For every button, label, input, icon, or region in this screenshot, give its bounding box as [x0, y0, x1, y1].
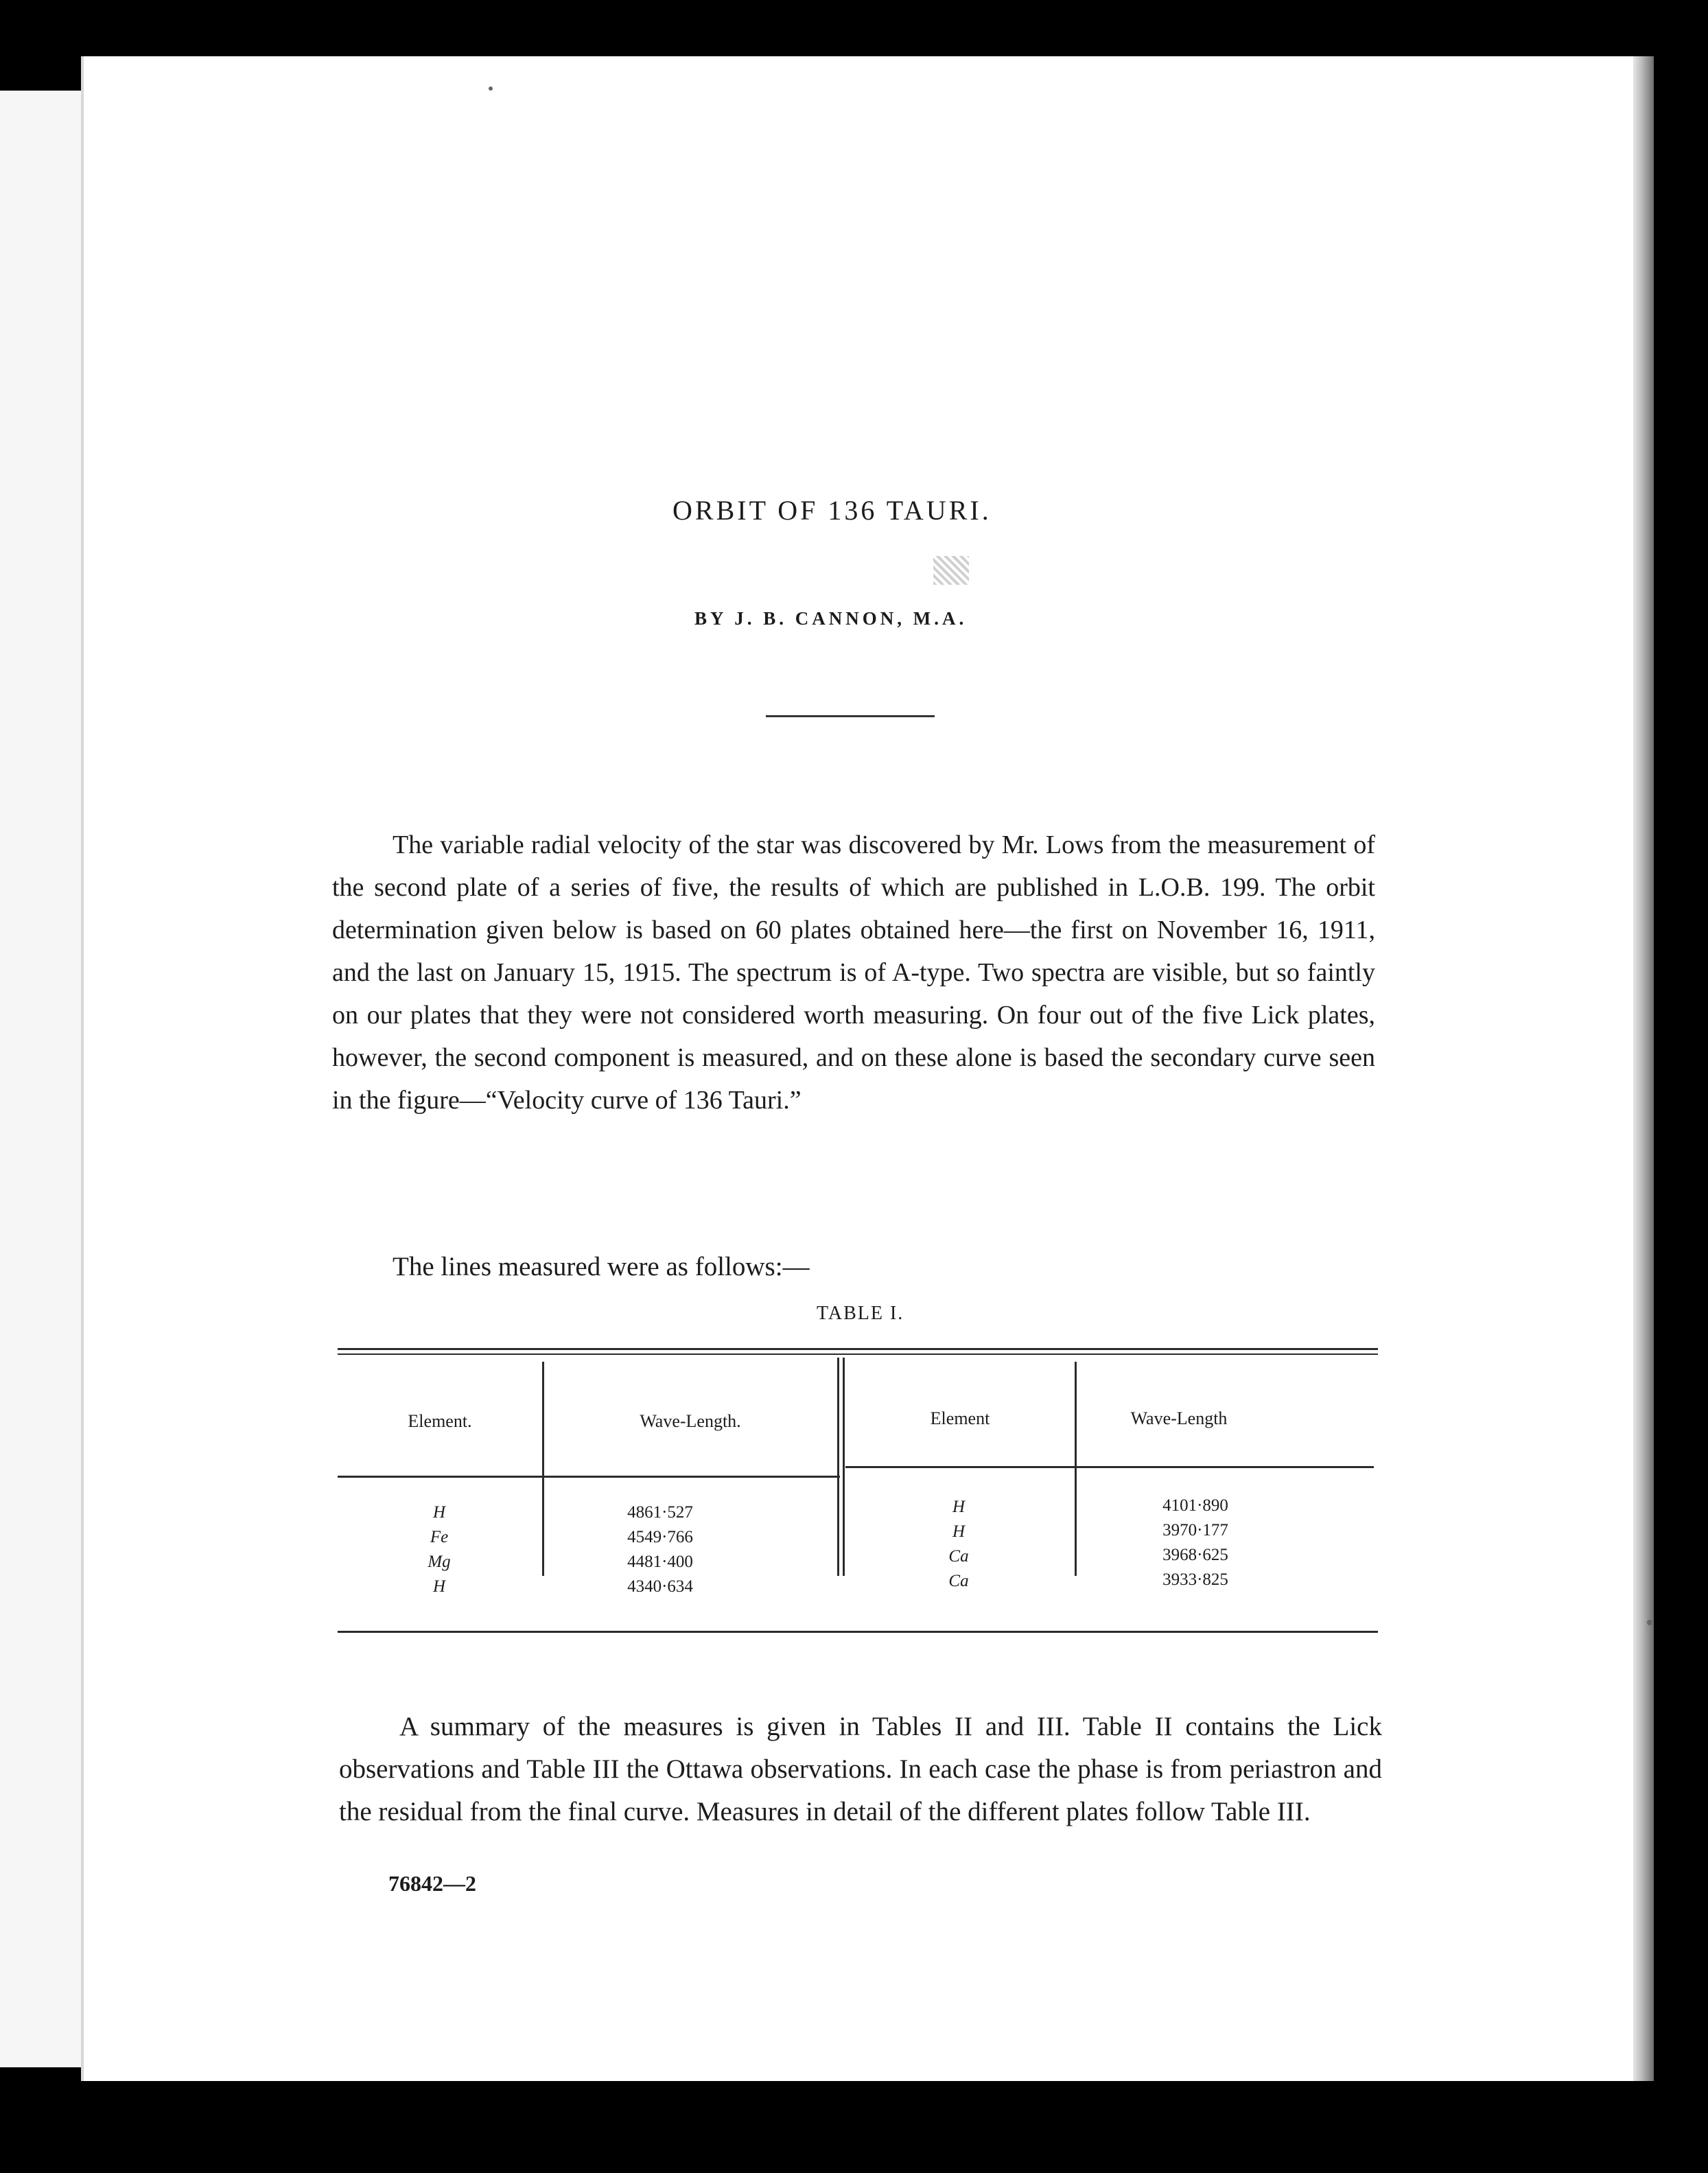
print-signature-number: 76842—2 [388, 1871, 476, 1896]
column-divider-double-a [837, 1358, 839, 1576]
header-wavelength-left: Wave-Length. [640, 1411, 741, 1431]
wavelength-table [338, 1348, 1378, 1634]
ink-smudge [933, 556, 969, 585]
header-wavelength-right: Wave-Length [1130, 1408, 1228, 1428]
element-column-right [907, 1495, 1010, 1594]
table-cell: 3968·625 [1162, 1546, 1228, 1564]
column-divider [1075, 1362, 1077, 1576]
table-cell: 4340·634 [627, 1577, 693, 1596]
table-cell: 4549·766 [627, 1528, 693, 1546]
table-cell: H [952, 1522, 966, 1541]
table-cell: H [432, 1577, 446, 1596]
table-cell: 3933·825 [1162, 1570, 1228, 1589]
summary-paragraph: A summary of the measures is given in Tables II and III. Table II contains the Lick observations and Table III the Ottawa observations. In each case the phase is from periastron and the residual from the final curve. Measures in detail of the different plates follow Table III. [339, 1712, 1382, 1826]
page-shadow [1633, 56, 1654, 2081]
dust-speck [1647, 1620, 1652, 1625]
column-divider-double-b [843, 1358, 845, 1576]
table-cell: Ca [948, 1572, 969, 1590]
table-top-rule [338, 1348, 1378, 1350]
dust-speck [489, 86, 493, 91]
title-rule [766, 715, 935, 717]
author-line: BY J. B. CANNON, M.A. [694, 608, 968, 629]
header-rule-right [845, 1466, 1374, 1468]
table-cell: Fe [430, 1528, 449, 1546]
wavelength-column-right [1127, 1494, 1264, 1592]
header-element-right: Element [930, 1408, 990, 1428]
table-cell: 4101·890 [1162, 1496, 1228, 1515]
header-rule-left [338, 1476, 840, 1478]
table-cell: 4481·400 [627, 1553, 693, 1571]
table-cell: H [952, 1498, 966, 1516]
table-cell: H [432, 1503, 446, 1522]
header-element-left: Element. [408, 1411, 472, 1431]
table-cell: 4861·527 [627, 1503, 693, 1522]
table-cell: Mg [428, 1553, 451, 1571]
wavelength-column-left [592, 1500, 729, 1599]
table-title: TABLE I. [817, 1303, 904, 1324]
element-column-left [379, 1500, 500, 1599]
table-cell: Ca [948, 1547, 969, 1566]
table-bottom-rule [338, 1631, 1378, 1633]
facing-page-edge [0, 91, 81, 2067]
page-title: ORBIT OF 136 TAURI. [672, 495, 992, 526]
intro-paragraph: The variable radial velocity of the star was discovered by Mr. Lows from the measurement of the second plate of a series of five, the results of which are published in L.O.B. 199. The orbit determination given below is based on 60 plates obtained here—the first on November 16, 1911, and the last on January 15, 1915. The spectrum is of A-type. Two spectra are visible, but so faintly on our plates that they were not considered worth measuring. On four out of the five Lick plates, however, the second component is measured, and on these alone is based the secondary curve seen in the figure—“Velocity curve of 136 Tauri.” [332, 830, 1375, 1115]
lines-measured-paragraph: The lines measured were as follows:— [393, 1252, 810, 1281]
column-divider [542, 1362, 544, 1576]
table-top-rule-2 [338, 1353, 1378, 1355]
table-cell: 3970·177 [1162, 1521, 1228, 1539]
